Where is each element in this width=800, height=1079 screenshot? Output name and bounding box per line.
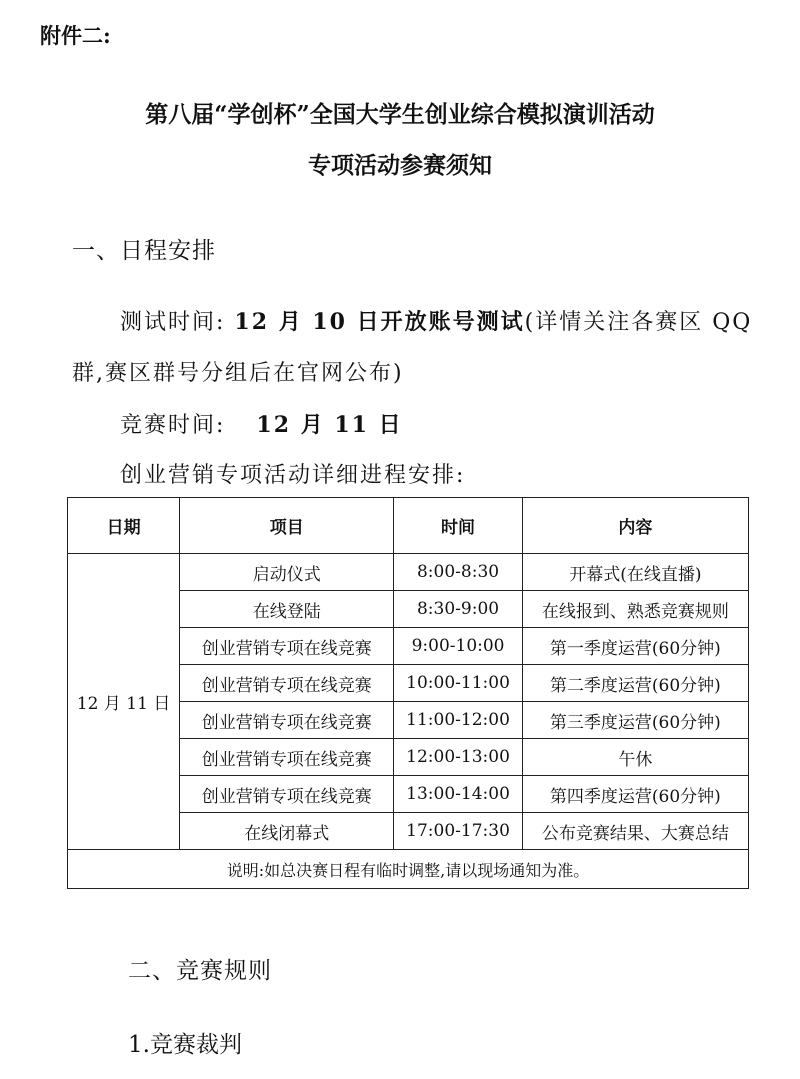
time-cell: 17:00-17:30 — [394, 813, 522, 850]
item-cell: 创业营销专项在线竞赛 — [180, 702, 394, 739]
competition-time-label: 竞赛时间: — [120, 413, 226, 438]
section-heading-schedule: 一、日程安排 — [72, 238, 216, 264]
schedule-table — [67, 497, 749, 889]
item-cell: 在线登陆 — [180, 591, 394, 628]
content-cell: 开幕式(在线直播) — [522, 554, 748, 591]
content-cell: 公布竞赛结果、大赛总结 — [522, 813, 748, 850]
document-subtitle: 专项活动参赛须知 — [308, 152, 492, 179]
test-time-note: (详情关注各赛区 QQ — [524, 310, 753, 335]
test-time-line — [120, 305, 752, 336]
time-cell: 13:00-14:00 — [394, 776, 522, 813]
item-cell: 创业营销专项在线竞赛 — [180, 739, 394, 776]
test-time-label: 测试时间: — [120, 310, 226, 335]
date-cell: 12 月 11 日 — [68, 554, 180, 850]
item-cell: 创业营销专项在线竞赛 — [180, 776, 394, 813]
time-cell: 8:30-9:00 — [394, 591, 522, 628]
test-time-date: 12 月 10 日开放账号测试 — [234, 309, 525, 335]
header-item: 项目 — [180, 498, 394, 554]
competition-time-value: 12 月 11 日 — [256, 412, 403, 438]
content-cell: 第四季度运营(60分钟) — [522, 776, 748, 813]
content-cell: 第一季度运营(60分钟) — [522, 628, 748, 665]
header-content: 内容 — [522, 498, 748, 554]
header-time: 时间 — [394, 498, 522, 554]
time-cell: 12:00-13:00 — [394, 739, 522, 776]
item-cell: 创业营销专项在线竞赛 — [180, 628, 394, 665]
content-cell: 第二季度运营(60分钟) — [522, 665, 748, 702]
item-cell: 在线闭幕式 — [180, 813, 394, 850]
subsection-heading-judging: 1.竞赛裁判 — [128, 1032, 242, 1058]
content-cell: 第三季度运营(60分钟) — [522, 702, 748, 739]
content-cell: 在线报到、熟悉竞赛规则 — [522, 591, 748, 628]
item-cell: 启动仪式 — [180, 554, 394, 591]
test-time-continuation: 群,赛区群号分组后在官网公布) — [72, 361, 404, 386]
time-cell: 11:00-12:00 — [394, 702, 522, 739]
document-title: 第八届“学创杯”全国大学生创业综合模拟演训活动 — [145, 101, 655, 128]
table-header-row — [68, 498, 749, 554]
table-note: 说明:如总决赛日程有临时调整,请以现场通知为准。 — [68, 850, 749, 889]
section-heading-rules: 二、竞赛规则 — [128, 958, 272, 984]
header-date: 日期 — [68, 498, 180, 554]
table-row — [68, 554, 749, 591]
time-cell: 8:00-8:30 — [394, 554, 522, 591]
competition-time-line — [120, 408, 403, 439]
time-cell: 10:00-11:00 — [394, 665, 522, 702]
content-cell: 午休 — [522, 739, 748, 776]
schedule-caption: 创业营销专项活动详细进程安排: — [120, 463, 466, 488]
time-cell: 9:00-10:00 — [394, 628, 522, 665]
item-cell: 创业营销专项在线竞赛 — [180, 665, 394, 702]
attachment-label: 附件二: — [40, 23, 111, 48]
table-note-row — [68, 850, 749, 889]
